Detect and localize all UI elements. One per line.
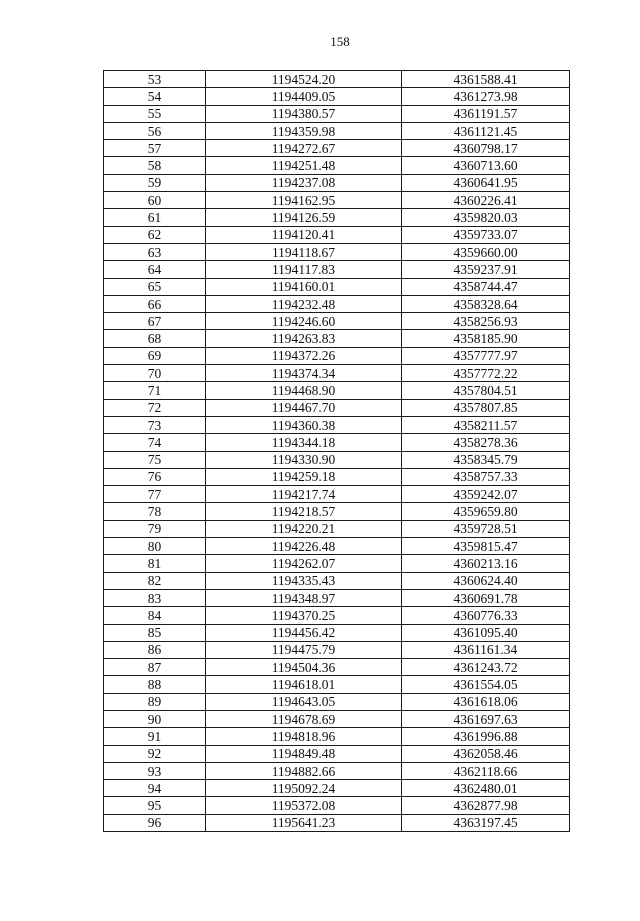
table-row: [104, 797, 570, 814]
table-row: [104, 192, 570, 209]
x-coordinate-cell: 1194504.36: [206, 659, 402, 676]
point-number-cell: 64: [104, 261, 206, 278]
y-coordinate-cell: 4358256.93: [402, 313, 570, 330]
y-coordinate-cell: 4358757.33: [402, 468, 570, 485]
y-coordinate-cell: 4360691.78: [402, 589, 570, 606]
x-coordinate-cell: 1194849.48: [206, 745, 402, 762]
x-coordinate-cell: 1194120.41: [206, 226, 402, 243]
coordinates-table: [103, 70, 570, 832]
y-coordinate-cell: 4361554.05: [402, 676, 570, 693]
point-number-cell: 58: [104, 157, 206, 174]
coordinates-table-body: [104, 71, 570, 832]
table-row: [104, 589, 570, 606]
point-number-cell: 79: [104, 520, 206, 537]
point-number-cell: 63: [104, 243, 206, 260]
x-coordinate-cell: 1194126.59: [206, 209, 402, 226]
point-number-cell: 68: [104, 330, 206, 347]
table-row: [104, 728, 570, 745]
x-coordinate-cell: 1194344.18: [206, 434, 402, 451]
y-coordinate-cell: 4358744.47: [402, 278, 570, 295]
x-coordinate-cell: 1195641.23: [206, 814, 402, 831]
x-coordinate-cell: 1194117.83: [206, 261, 402, 278]
y-coordinate-cell: 4358345.79: [402, 451, 570, 468]
table-row: [104, 693, 570, 710]
x-coordinate-cell: 1194237.08: [206, 174, 402, 191]
x-coordinate-cell: 1194118.67: [206, 243, 402, 260]
table-row: [104, 71, 570, 88]
point-number-cell: 92: [104, 745, 206, 762]
x-coordinate-cell: 1194330.90: [206, 451, 402, 468]
point-number-cell: 89: [104, 693, 206, 710]
x-coordinate-cell: 1194272.67: [206, 140, 402, 157]
point-number-cell: 76: [104, 468, 206, 485]
point-number-cell: 72: [104, 399, 206, 416]
x-coordinate-cell: 1194818.96: [206, 728, 402, 745]
point-number-cell: 95: [104, 797, 206, 814]
table-row: [104, 278, 570, 295]
x-coordinate-cell: 1194263.83: [206, 330, 402, 347]
point-number-cell: 78: [104, 503, 206, 520]
y-coordinate-cell: 4362480.01: [402, 780, 570, 797]
point-number-cell: 65: [104, 278, 206, 295]
x-coordinate-cell: 1194217.74: [206, 486, 402, 503]
x-coordinate-cell: 1194468.90: [206, 382, 402, 399]
x-coordinate-cell: 1194335.43: [206, 572, 402, 589]
x-coordinate-cell: 1194374.34: [206, 365, 402, 382]
x-coordinate-cell: 1194359.98: [206, 122, 402, 139]
x-coordinate-cell: 1194882.66: [206, 762, 402, 779]
x-coordinate-cell: 1194456.42: [206, 624, 402, 641]
y-coordinate-cell: 4360776.33: [402, 607, 570, 624]
table-row: [104, 538, 570, 555]
x-coordinate-cell: 1194259.18: [206, 468, 402, 485]
table-row: [104, 347, 570, 364]
table-row: [104, 243, 570, 260]
x-coordinate-cell: 1194370.25: [206, 607, 402, 624]
y-coordinate-cell: 4360641.95: [402, 174, 570, 191]
point-number-cell: 67: [104, 313, 206, 330]
x-coordinate-cell: 1194372.26: [206, 347, 402, 364]
table-row: [104, 780, 570, 797]
y-coordinate-cell: 4361996.88: [402, 728, 570, 745]
point-number-cell: 83: [104, 589, 206, 606]
y-coordinate-cell: 4357777.97: [402, 347, 570, 364]
x-coordinate-cell: 1194162.95: [206, 192, 402, 209]
table-row: [104, 762, 570, 779]
x-coordinate-cell: 1194251.48: [206, 157, 402, 174]
table-row: [104, 88, 570, 105]
y-coordinate-cell: 4361273.98: [402, 88, 570, 105]
table-row: [104, 503, 570, 520]
y-coordinate-cell: 4362877.98: [402, 797, 570, 814]
y-coordinate-cell: 4360713.60: [402, 157, 570, 174]
table-row: [104, 174, 570, 191]
point-number-cell: 70: [104, 365, 206, 382]
point-number-cell: 84: [104, 607, 206, 624]
point-number-cell: 66: [104, 295, 206, 312]
table-row: [104, 624, 570, 641]
table-row: [104, 468, 570, 485]
table-row: [104, 745, 570, 762]
point-number-cell: 69: [104, 347, 206, 364]
table-row: [104, 157, 570, 174]
x-coordinate-cell: 1194678.69: [206, 710, 402, 727]
point-number-cell: 93: [104, 762, 206, 779]
point-number-cell: 74: [104, 434, 206, 451]
point-number-cell: 71: [104, 382, 206, 399]
y-coordinate-cell: 4358278.36: [402, 434, 570, 451]
y-coordinate-cell: 4361618.06: [402, 693, 570, 710]
table-row: [104, 209, 570, 226]
x-coordinate-cell: 1194467.70: [206, 399, 402, 416]
y-coordinate-cell: 4362058.46: [402, 745, 570, 762]
y-coordinate-cell: 4359660.00: [402, 243, 570, 260]
y-coordinate-cell: 4357772.22: [402, 365, 570, 382]
x-coordinate-cell: 1194226.48: [206, 538, 402, 555]
x-coordinate-cell: 1194218.57: [206, 503, 402, 520]
point-number-cell: 87: [104, 659, 206, 676]
page-number: 158: [330, 34, 350, 49]
table-row: [104, 676, 570, 693]
table-row: [104, 382, 570, 399]
y-coordinate-cell: 4359242.07: [402, 486, 570, 503]
y-coordinate-cell: 4359728.51: [402, 520, 570, 537]
table-row: [104, 555, 570, 572]
y-coordinate-cell: 4360226.41: [402, 192, 570, 209]
table-row: [104, 105, 570, 122]
point-number-cell: 77: [104, 486, 206, 503]
x-coordinate-cell: 1195092.24: [206, 780, 402, 797]
point-number-cell: 59: [104, 174, 206, 191]
table-row: [104, 261, 570, 278]
x-coordinate-cell: 1194524.20: [206, 71, 402, 88]
point-number-cell: 96: [104, 814, 206, 831]
x-coordinate-cell: 1194618.01: [206, 676, 402, 693]
table-row: [104, 520, 570, 537]
y-coordinate-cell: 4359820.03: [402, 209, 570, 226]
y-coordinate-cell: 4360798.17: [402, 140, 570, 157]
point-number-cell: 90: [104, 710, 206, 727]
point-number-cell: 61: [104, 209, 206, 226]
table-row: [104, 416, 570, 433]
x-coordinate-cell: 1194220.21: [206, 520, 402, 537]
x-coordinate-cell: 1194246.60: [206, 313, 402, 330]
y-coordinate-cell: 4361095.40: [402, 624, 570, 641]
y-coordinate-cell: 4357804.51: [402, 382, 570, 399]
table-row: [104, 710, 570, 727]
x-coordinate-cell: 1194380.57: [206, 105, 402, 122]
x-coordinate-cell: 1194262.07: [206, 555, 402, 572]
y-coordinate-cell: 4361121.45: [402, 122, 570, 139]
point-number-cell: 81: [104, 555, 206, 572]
y-coordinate-cell: 4359659.80: [402, 503, 570, 520]
y-coordinate-cell: 4358328.64: [402, 295, 570, 312]
table-row: [104, 451, 570, 468]
x-coordinate-cell: 1194232.48: [206, 295, 402, 312]
y-coordinate-cell: 4361161.34: [402, 641, 570, 658]
table-row: [104, 295, 570, 312]
y-coordinate-cell: 4357807.85: [402, 399, 570, 416]
x-coordinate-cell: 1194348.97: [206, 589, 402, 606]
table-row: [104, 434, 570, 451]
table-row: [104, 572, 570, 589]
point-number-cell: 88: [104, 676, 206, 693]
table-row: [104, 486, 570, 503]
y-coordinate-cell: 4359733.07: [402, 226, 570, 243]
table-row: [104, 399, 570, 416]
x-coordinate-cell: 1194160.01: [206, 278, 402, 295]
point-number-cell: 86: [104, 641, 206, 658]
point-number-cell: 54: [104, 88, 206, 105]
y-coordinate-cell: 4358211.57: [402, 416, 570, 433]
y-coordinate-cell: 4361588.41: [402, 71, 570, 88]
point-number-cell: 55: [104, 105, 206, 122]
point-number-cell: 94: [104, 780, 206, 797]
x-coordinate-cell: 1194360.38: [206, 416, 402, 433]
y-coordinate-cell: 4358185.90: [402, 330, 570, 347]
table-row: [104, 330, 570, 347]
point-number-cell: 57: [104, 140, 206, 157]
y-coordinate-cell: 4363197.45: [402, 814, 570, 831]
table-row: [104, 226, 570, 243]
y-coordinate-cell: 4359237.91: [402, 261, 570, 278]
table-row: [104, 313, 570, 330]
point-number-cell: 60: [104, 192, 206, 209]
table-row: [104, 659, 570, 676]
y-coordinate-cell: 4360624.40: [402, 572, 570, 589]
y-coordinate-cell: 4361191.57: [402, 105, 570, 122]
y-coordinate-cell: 4361697.63: [402, 710, 570, 727]
table-row: [104, 122, 570, 139]
table-row: [104, 607, 570, 624]
table-row: [104, 641, 570, 658]
x-coordinate-cell: 1194643.05: [206, 693, 402, 710]
table-row: [104, 140, 570, 157]
point-number-cell: 75: [104, 451, 206, 468]
x-coordinate-cell: 1194475.79: [206, 641, 402, 658]
point-number-cell: 56: [104, 122, 206, 139]
y-coordinate-cell: 4360213.16: [402, 555, 570, 572]
x-coordinate-cell: 1195372.08: [206, 797, 402, 814]
point-number-cell: 53: [104, 71, 206, 88]
table-row: [104, 365, 570, 382]
point-number-cell: 82: [104, 572, 206, 589]
point-number-cell: 80: [104, 538, 206, 555]
y-coordinate-cell: 4361243.72: [402, 659, 570, 676]
y-coordinate-cell: 4359815.47: [402, 538, 570, 555]
point-number-cell: 73: [104, 416, 206, 433]
point-number-cell: 85: [104, 624, 206, 641]
table-row: [104, 814, 570, 831]
point-number-cell: 91: [104, 728, 206, 745]
y-coordinate-cell: 4362118.66: [402, 762, 570, 779]
point-number-cell: 62: [104, 226, 206, 243]
x-coordinate-cell: 1194409.05: [206, 88, 402, 105]
